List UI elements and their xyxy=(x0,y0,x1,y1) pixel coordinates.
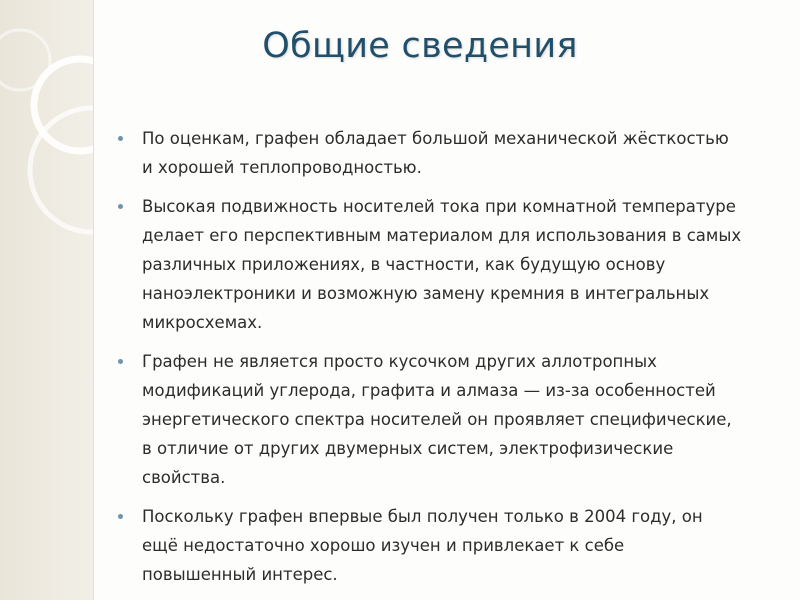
bullet-item xyxy=(112,502,742,589)
bullet-item xyxy=(112,124,742,182)
bullet-text: Высокая подвижность носителей тока при комнатной температуре делает его перспективным материалом для использования в самых различных приложениях, в частности, как будущую основу наноэлектроники и возможную замену кремния в интегральных микросхемах. xyxy=(142,197,742,332)
bullet-dot-icon xyxy=(115,124,125,153)
bullet-text: Графен не является просто кусочком других аллотропных модификаций углерода, графита и алмаза — из-за особенностей энергетического спектра носителей он проявляет специфические, в отличие от других двумерных систем, электрофизические свойства. xyxy=(142,352,732,487)
bullet-text: Поскольку графен впервые был получен только в 2004 году, он ещё недостаточно хорошо изучен и привлекает к себе повышенный интерес. xyxy=(142,507,703,584)
bullet-dot-icon xyxy=(115,502,125,531)
bullet-dot-icon xyxy=(115,347,125,376)
bullet-text: По оценкам, графен обладает большой механической жёсткостью и хорошей теплопроводностью. xyxy=(142,129,729,177)
decorative-circles-icon xyxy=(0,0,93,600)
bullet-item xyxy=(112,347,742,492)
bullet-list xyxy=(112,124,742,599)
decorative-side-band xyxy=(0,0,94,600)
bullet-item xyxy=(112,192,742,337)
slide-title: Общие сведения xyxy=(262,26,578,66)
bullet-dot-icon xyxy=(115,192,125,221)
